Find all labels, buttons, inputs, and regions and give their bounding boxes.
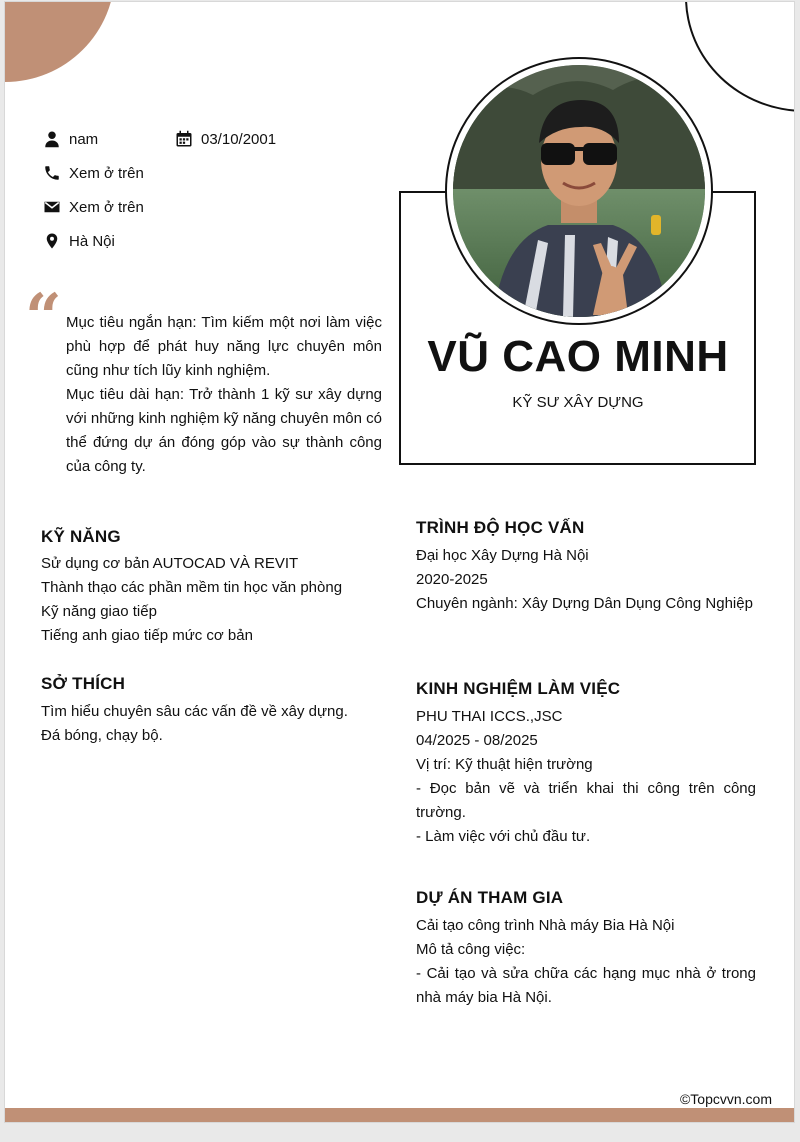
contact-phone	[43, 164, 144, 182]
experience-position: Vị trí: Kỹ thuật hiện trường	[416, 756, 593, 773]
hobbies-list	[41, 700, 381, 748]
list-item: Sử dụng cơ bản AUTOCAD VÀ REVIT	[41, 555, 299, 572]
person-icon	[43, 130, 61, 148]
birthday-text: 03/10/2001	[201, 130, 277, 148]
skills-list	[41, 552, 381, 648]
email-text: Xem ở trên	[69, 198, 144, 216]
education-details	[416, 544, 756, 616]
education-heading: TRÌNH ĐỘ HỌC VẤN	[416, 518, 585, 537]
projects-details	[416, 914, 756, 1010]
contact-address	[43, 232, 115, 250]
education-period: 2020-2025	[416, 571, 488, 588]
objective-long-term: Mục tiêu dài hạn: Trở thành 1 kỹ sư xây dựng với những kinh nghiệm kỹ năng chuyên môn có thể đứng dự án đóng góp vào sự thành công của công ty.	[66, 386, 382, 475]
career-objective	[66, 311, 382, 479]
calendar-icon	[175, 130, 193, 148]
avatar-photo	[453, 65, 705, 317]
projects-heading: DỰ ÁN THAM GIA	[416, 888, 564, 907]
skills-heading: KỸ NĂNG	[41, 527, 121, 546]
cv-page	[4, 1, 795, 1123]
project-desc: - Cải tạo và sửa chữa các hạng mục nhà ở trong nhà máy bia Hà Nội.	[416, 965, 756, 1006]
experience-details	[416, 705, 756, 849]
quote-icon: “	[25, 280, 62, 355]
list-item: Tìm hiểu chuyên sâu các vấn đề về xây dựng.	[41, 703, 348, 720]
candidate-name: VŨ CAO MINH	[427, 332, 729, 381]
contact-gender	[43, 130, 98, 148]
decorative-circle-top-left	[4, 1, 115, 82]
experience-period: 04/2025 - 08/2025	[416, 732, 538, 749]
phone-text: Xem ở trên	[69, 164, 144, 182]
avatar	[453, 65, 705, 317]
decorative-ring-top-right	[685, 1, 795, 112]
project-desc-label: Mô tả công việc:	[416, 941, 526, 958]
experience-duty: - Làm việc với chủ đầu tư.	[416, 828, 591, 845]
project-name: Cải tạo công trình Nhà máy Bia Hà Nội	[416, 917, 675, 934]
list-item: Kỹ năng giao tiếp	[41, 603, 157, 620]
location-pin-icon	[43, 232, 61, 250]
contact-birthday	[175, 130, 276, 148]
mail-icon	[43, 198, 61, 216]
candidate-job-title: KỸ SƯ XÂY DỰNG	[512, 394, 644, 411]
contact-email	[43, 198, 144, 216]
gender-text: nam	[69, 130, 99, 148]
experience-heading: KINH NGHIỆM LÀM VIỆC	[416, 679, 621, 698]
education-major: Chuyên ngành: Xây Dựng Dân Dụng Công Nghiệp	[416, 595, 753, 612]
address-text: Hà Nội	[69, 232, 115, 250]
list-item: Thành thạo các phần mềm tin học văn phòng	[41, 579, 343, 596]
education-school: Đại học Xây Dựng Hà Nội	[416, 547, 589, 564]
experience-duty: - Đọc bản vẽ và triển khai thi công trên công trường.	[416, 780, 756, 821]
objective-short-term: Mục tiêu ngắn hạn: Tìm kiếm một nơi làm việc phù hợp để phát huy năng lực chuyên môn cũng như tích lũy kinh nghiệm.	[66, 314, 382, 379]
list-item: Tiếng anh giao tiếp mức cơ bản	[41, 627, 253, 644]
phone-icon	[43, 164, 61, 182]
experience-company: PHU THAI ICCS.,JSC	[416, 708, 563, 725]
hobbies-heading: SỞ THÍCH	[41, 674, 126, 693]
list-item: Đá bóng, chạy bộ.	[41, 727, 163, 744]
footer-bar	[5, 1108, 794, 1122]
copyright-text: ©Topcvvn.com	[679, 1091, 772, 1107]
